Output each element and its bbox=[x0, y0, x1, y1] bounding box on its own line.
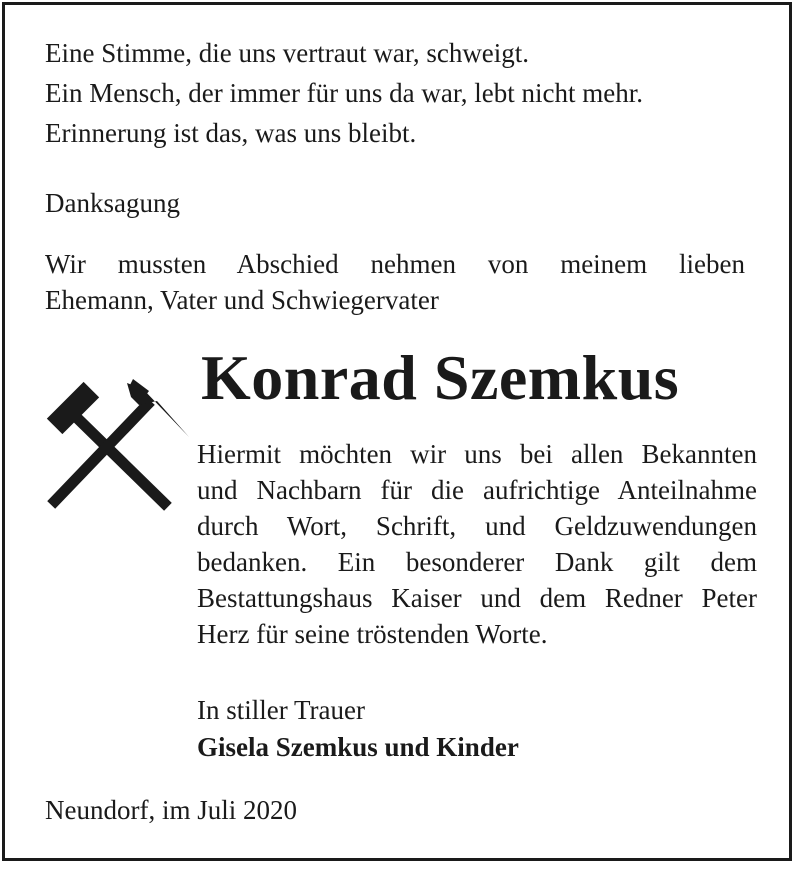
crossed-hammer-and-pick-icon bbox=[39, 375, 191, 515]
intro-line-2: Ehemann, Vater und Schwiegervater bbox=[45, 285, 439, 315]
thanks-line-2: und Nachbarn für die aufrichtige Anteilnahme bbox=[197, 475, 757, 505]
thanks-paragraph bbox=[197, 436, 757, 652]
intro-line-1: Wir mussten Abschied nehmen von meinem lieben bbox=[45, 249, 745, 279]
intro-paragraph bbox=[45, 246, 745, 318]
motto-line-2: Ein Mensch, der immer für uns da war, lebt nicht mehr. bbox=[45, 78, 644, 108]
thanks-line-5: Bestattungshaus Kaiser und dem Redner Peter bbox=[197, 583, 757, 613]
thanks-line-1: Hiermit möchten wir uns bei allen Bekannten bbox=[197, 439, 757, 469]
obituary-notice bbox=[2, 2, 792, 861]
thanks-line-3: durch Wort, Schrift, und Geldzuwendungen bbox=[197, 511, 757, 541]
thanks-line-6: Herz für seine tröstenden Worte. bbox=[197, 619, 548, 649]
heading-danksagung: Danksagung bbox=[45, 188, 180, 218]
signature-intro: In stiller Trauer bbox=[197, 695, 365, 725]
signature-names: Gisela Szemkus und Kinder bbox=[197, 732, 519, 762]
thanks-line-4: bedanken. Ein besonderer Dank gilt dem bbox=[197, 547, 757, 577]
motto-line-3: Erinnerung ist das, was uns bleibt. bbox=[45, 118, 417, 148]
place-and-date: Neundorf, im Juli 2020 bbox=[45, 795, 297, 825]
motto-line-1: Eine Stimme, die uns vertraut war, schweigt. bbox=[45, 38, 530, 68]
deceased-name: Konrad Szemkus bbox=[201, 342, 680, 413]
